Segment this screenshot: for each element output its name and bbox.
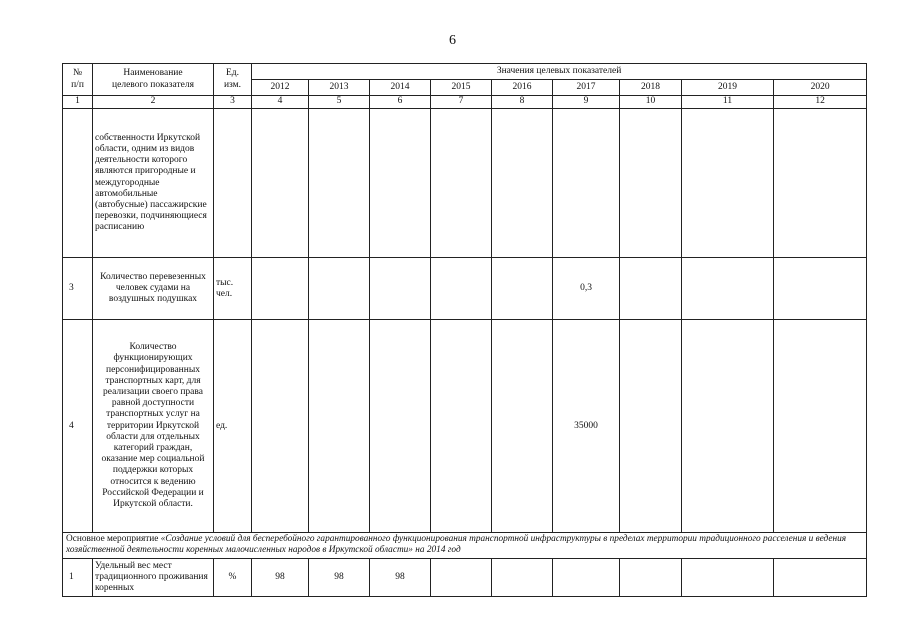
header-year: 2014: [370, 80, 431, 96]
row-value: [431, 558, 492, 596]
row-value: [431, 320, 492, 532]
header-name: Наименование целевого показателя: [93, 64, 214, 96]
row-unit: ед.: [214, 320, 252, 532]
header-year: 2013: [309, 80, 370, 96]
column-number: 1: [63, 96, 93, 109]
column-number: 6: [370, 96, 431, 109]
row-value: [370, 320, 431, 532]
row-value: 0,3: [553, 258, 620, 320]
row-value: [431, 109, 492, 258]
column-number: 9: [553, 96, 620, 109]
row-value: [492, 109, 553, 258]
main-activity-suffix: на 2014 год: [412, 545, 461, 556]
row-value: [620, 109, 682, 258]
table-row: [63, 109, 867, 258]
header-year: 2016: [492, 80, 553, 96]
row-value: 98: [252, 558, 309, 596]
row-value: [774, 558, 867, 596]
row-value: [492, 320, 553, 532]
row-value: [252, 258, 309, 320]
header-unit: Ед. изм.: [214, 64, 252, 96]
column-number: 12: [774, 96, 867, 109]
row-value: [682, 320, 774, 532]
row-indicator-name: Количество функционирующих персонифицированных транспортных карт, для реализации своего права равной доступности транспортных услуг на территории Иркутской области для отдельных категорий граждан, оказание мер социальной поддержки которых относится к ведению Российской Федерации и Иркутской области.: [93, 320, 214, 532]
column-number: 7: [431, 96, 492, 109]
row-value: [620, 558, 682, 596]
header-year: 2015: [431, 80, 492, 96]
row-num: 3: [63, 258, 93, 320]
row-value: [309, 258, 370, 320]
header-year: 2019: [682, 80, 774, 96]
row-unit: тыс. чел.: [214, 258, 252, 320]
row-value: [252, 109, 309, 258]
header-row-top: [63, 64, 867, 80]
row-value: 98: [309, 558, 370, 596]
row-value: [492, 258, 553, 320]
column-number: 11: [682, 96, 774, 109]
row-value: [553, 558, 620, 596]
row-value: [774, 320, 867, 532]
target-indicators-table: [62, 63, 867, 597]
row-value: [774, 109, 867, 258]
row-indicator-name: собственности Иркутской области, одним из видов деятельности которого являются пригородные и междугородные автомобильные (автобусные) пассажирские перевозки, подчиняющиеся расписанию: [93, 109, 214, 258]
row-value: [370, 109, 431, 258]
row-indicator-name: Количество перевезенных человек судами на воздушных подушках: [93, 258, 214, 320]
row-value: [309, 320, 370, 532]
row-value: [309, 109, 370, 258]
main-activity-prefix: Основное мероприятие: [66, 534, 161, 545]
page-number: 6: [449, 33, 456, 48]
main-activity-title: «Создание условий для бесперебойного гарантированного функционирования транспортной инфраструктуры в пределах территории традиционного расселения и ведения хозяйственной деятельности коренных малочисленных народов в Иркутской области»: [66, 534, 847, 556]
row-num: 1: [63, 558, 93, 596]
row-value: [620, 258, 682, 320]
column-number: 10: [620, 96, 682, 109]
table-row: [63, 558, 867, 596]
row-indicator-name: Удельный вес мест традиционного проживания коренных: [93, 558, 214, 596]
header-num: № п/п: [63, 64, 93, 96]
row-value: [370, 258, 431, 320]
column-number: 2: [93, 96, 214, 109]
row-unit: [214, 109, 252, 258]
row-value: [620, 320, 682, 532]
main-activity-text: [63, 532, 867, 558]
row-value: [553, 109, 620, 258]
header-year: 2017: [553, 80, 620, 96]
header-year: 2012: [252, 80, 309, 96]
row-value: [774, 258, 867, 320]
column-number: 8: [492, 96, 553, 109]
row-value: [252, 320, 309, 532]
row-value: [492, 558, 553, 596]
header-values-title: Значения целевых показателей: [252, 64, 867, 80]
header-year: 2020: [774, 80, 867, 96]
header-year: 2018: [620, 80, 682, 96]
row-value: 98: [370, 558, 431, 596]
row-value: [682, 109, 774, 258]
column-number: 4: [252, 96, 309, 109]
column-number: 5: [309, 96, 370, 109]
column-number: 3: [214, 96, 252, 109]
table-row: [63, 258, 867, 320]
row-unit: %: [214, 558, 252, 596]
row-num: 4: [63, 320, 93, 532]
row-value: 35000: [553, 320, 620, 532]
column-numbers-row: [63, 96, 867, 109]
table-row: [63, 320, 867, 532]
row-value: [431, 258, 492, 320]
main-activity-row: [63, 532, 867, 558]
row-num: [63, 109, 93, 258]
row-value: [682, 258, 774, 320]
row-value: [682, 558, 774, 596]
